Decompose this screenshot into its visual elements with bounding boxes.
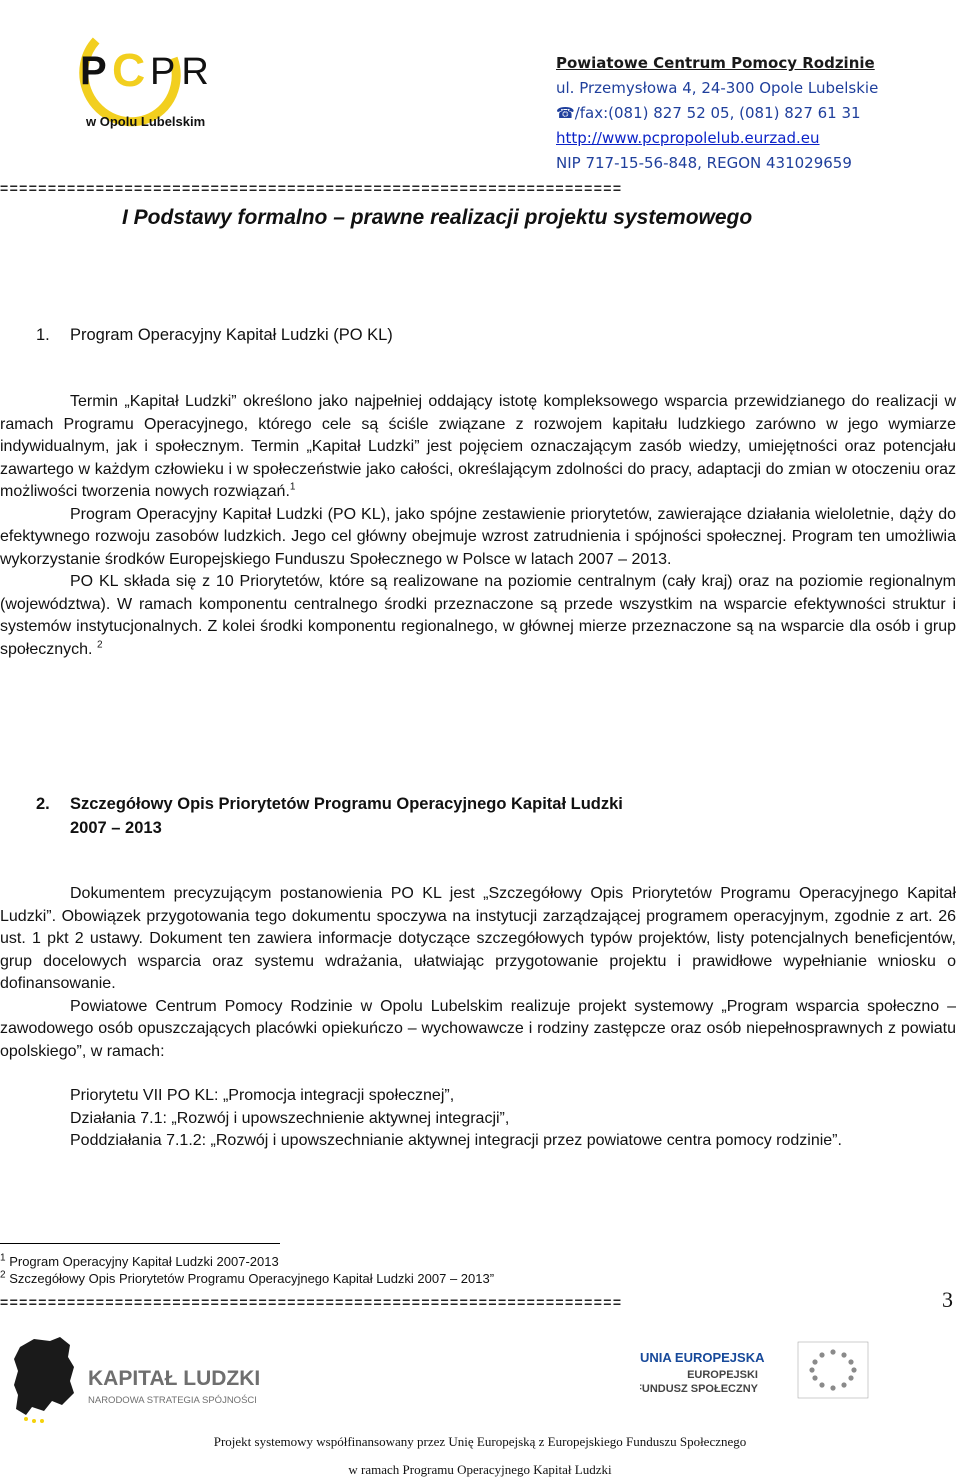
footnote-2-text: Szczegółowy Opis Priorytetów Programu Operacyjnego Kapitał Ludzki 2007 – 2013” bbox=[9, 1271, 495, 1286]
page-title: I Podstawy formalno – prawne realizacji projektu systemowego bbox=[122, 206, 753, 229]
section-2-paragraph-2: Powiatowe Centrum Pomocy Rodzinie w Opolu Lubelskim realizuje projekt systemowy „Program wsparcia społeczno – zawodowego osób opuszczających placówki opiekuńczo – wychowawcze i rodziny zastępcze oraz osób niepełnosprawnych z powiatu opolskiego”, w ramach: bbox=[0, 997, 956, 1060]
section-2-title: Szczegółowy Opis Priorytetów Programu Operacyjnego Kapitał Ludzki bbox=[70, 795, 623, 813]
kl-logo-title: KAPITAŁ LUDZKI bbox=[88, 1367, 261, 1390]
section-1-paragraph-2: Program Operacyjny Kapitał Ludzki (PO KL), jako spójne zestawienie priorytetów, zawierające działania wieloletnie, dąży do efektywnego rozwoju zasobów ludzkich. Jego cel główny obejmuje wzrost zatrudnienia i spójności społecznej. Program ten umożliwia wykorzystanie środków Europejskiego Funduszu Społecznego w Polsce w latach 2007 – 2013. bbox=[0, 505, 956, 568]
org-website-link[interactable]: http://www.pcpropolelub.eurzad.eu bbox=[556, 129, 820, 147]
section-1-body bbox=[0, 391, 956, 661]
section-1-paragraph-1-text: Termin „Kapitał Ludzki” określono jako najpełniej oddający istotę kompleksowego wsparcia przewidzianego do realizacji w ramach Programu Operacyjnego, którego cele są ściśle związane z rozwojem kapitału ludzkiego zarówno w jego wymiarze indywidualnym, jak i społecznym. Termin „Kapitał Ludzki” jest pojęciem oznaczającym zasób wiedzy, umiejętności oraz potencjału zawartego w każdym człowieku i w społeczeństwie jako całości, określającym zdolności do pracy, adaptacji do zmian w otoczeniu oraz możliwości tworzenia nowych rozwiązań. bbox=[0, 393, 956, 500]
footnote-2-number: 2 bbox=[0, 1269, 6, 1281]
footnote-ref-1[interactable]: 1 bbox=[289, 481, 296, 493]
eu-stars-icon bbox=[24, 1417, 44, 1423]
poland-map-icon bbox=[14, 1337, 74, 1415]
footnote-1 bbox=[0, 1253, 279, 1270]
eu-flag-icon bbox=[798, 1342, 868, 1398]
logo-letters-pr: PR bbox=[150, 51, 215, 93]
section-1-paragraph-3 bbox=[0, 571, 956, 661]
header-contact-block bbox=[556, 51, 956, 176]
org-ids: NIP 717-15-56-848, REGON 431029659 bbox=[556, 154, 852, 172]
section-2-heading bbox=[36, 792, 623, 840]
org-phone: /fax:(081) 827 52 05, (081) 827 61 31 bbox=[574, 104, 861, 122]
pcpr-logo-graphic bbox=[70, 14, 260, 134]
pcpr-logo bbox=[70, 14, 260, 134]
logo-letter-p: P bbox=[80, 49, 107, 93]
footnote-ref-2[interactable]: 2 bbox=[96, 639, 103, 651]
footer-cofinancing-line: Projekt systemowy współfinansowany przez Unię Europejską z Europejskiego Funduszu Społecznego bbox=[213, 1434, 747, 1449]
kl-logo-subtitle: NARODOWA STRATEGIA SPÓJNOŚCI bbox=[88, 1395, 257, 1406]
section-1-paragraph-3-text: PO KL składa się z 10 Priorytetów, które są realizowane na poziomie centralnym (cały kraj) oraz na poziomie regionalnym (województwa). W ramach komponentu centralnego środki przeznaczone są przede wszystkim na wsparcie efektywności struktur i systemów instytucjonalnych. Z kolei środki komponentu regionalnego, w głównej mierze przeznaczone są na wsparcie dla osób i grup społecznych. bbox=[0, 573, 956, 658]
eu-logo-line-1: UNIA EUROPEJSKA bbox=[640, 1350, 765, 1365]
eu-logo-line-2: EUROPEJSKI bbox=[687, 1369, 758, 1381]
kapital-ludzki-logo-graphic bbox=[12, 1335, 272, 1425]
footnote-divider bbox=[0, 1243, 280, 1244]
page-number: 3 bbox=[942, 1287, 953, 1312]
section-2-title-years: 2007 – 2013 bbox=[70, 819, 162, 837]
phone-icon: ☎ bbox=[556, 104, 575, 122]
list-item: Działania 7.1: „Rozwój i upowszechnienie aktywnej integracji”, bbox=[70, 1109, 510, 1127]
header-separator: ================================================================= bbox=[0, 180, 623, 196]
eu-efs-logo bbox=[640, 1340, 880, 1415]
footer-program-line: w ramach Programu Operacyjnego Kapitał Ludzki bbox=[348, 1462, 612, 1477]
logo-letter-c: C bbox=[112, 44, 146, 96]
list-item: Poddziałania 7.1.2: „Rozwój i upowszechnianie aktywnej integracji przez powiatowe centra pomocy rodzinie”. bbox=[70, 1132, 842, 1149]
section-1-heading bbox=[36, 323, 393, 347]
kapital-ludzki-logo bbox=[12, 1335, 272, 1430]
footnote-1-text: Program Operacyjny Kapitał Ludzki 2007-2013 bbox=[9, 1254, 279, 1269]
section-2-list bbox=[70, 1085, 956, 1153]
list-item: Priorytetu VII PO KL: „Promocja integracji społecznej”, bbox=[70, 1087, 455, 1104]
section-1-title: Program Operacyjny Kapitał Ludzki (PO KL) bbox=[70, 326, 393, 344]
section-1-number: 1. bbox=[36, 326, 50, 344]
section-1-paragraph-1 bbox=[0, 391, 956, 504]
org-name: Powiatowe Centrum Pomocy Rodzinie bbox=[556, 54, 875, 72]
eu-logo-line-3: FUNDUSZ SPOŁECZNY bbox=[640, 1383, 758, 1395]
footer-separator: ================================================================= bbox=[0, 1294, 623, 1310]
logo-subtitle: w Opolu Lubelskim bbox=[86, 114, 206, 129]
section-2-body bbox=[0, 883, 956, 1063]
footnote-1-number: 1 bbox=[0, 1252, 6, 1264]
eu-efs-logo-graphic bbox=[640, 1340, 880, 1410]
org-address: ul. Przemysłowa 4, 24-300 Opole Lubelskie bbox=[556, 79, 879, 97]
footnote-2 bbox=[0, 1270, 494, 1287]
org-phone-line bbox=[556, 101, 956, 126]
section-2-paragraph-1: Dokumentem precyzującym postanowienia PO KL jest „Szczegółowy Opis Priorytetów Programu Operacyjnego Kapitał Ludzki”. Obowiązek przygotowania tego dokumentu spoczywa na instytucji zarządzającej programem operacyjnym, zgodnie z art. 26 ust. 1 pkt 2 ustawy. Dokument ten zawiera informacje dotyczące szczegółowych typów projektów, listy potencjalnych beneficjentów, grup docelowych wsparcia oraz systemu wdrażania, ułatwiając przygotowanie projektu i prawidłowe wypełnianie wniosku o dofinansowanie. bbox=[0, 885, 956, 992]
section-2-number: 2. bbox=[36, 795, 50, 813]
